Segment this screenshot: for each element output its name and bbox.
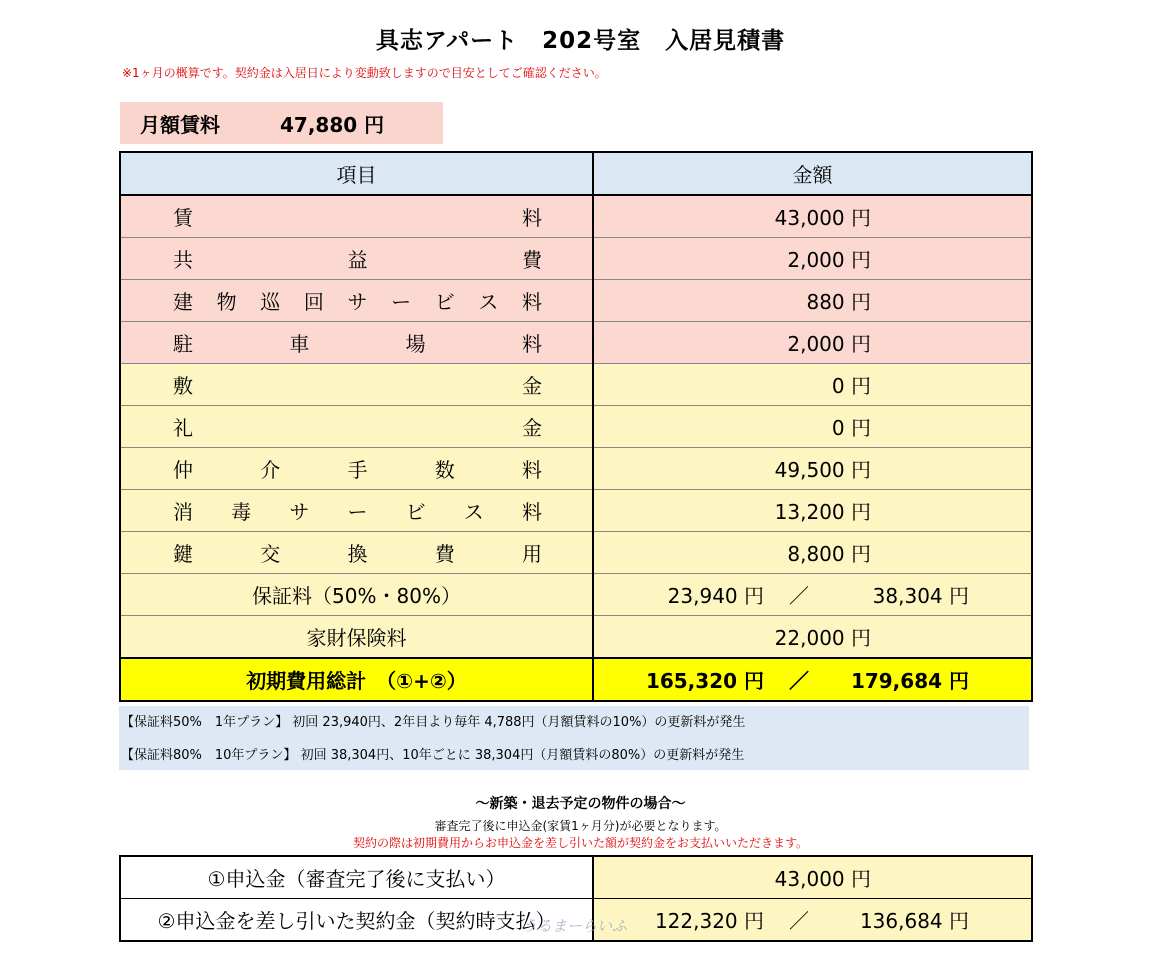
item-label [120,322,593,364]
item-label-char: 益 [347,248,368,272]
item-label-char: 料 [521,500,542,524]
table-row [120,322,1032,364]
table-row [120,238,1032,280]
item-amount: 2,000 円 [593,322,1032,364]
item-amount: 2,000 円 [593,238,1032,280]
item-label-char: 物 [216,290,237,314]
estimate-table [119,151,1033,702]
total-80-amount: 179,684 円 [850,669,969,693]
item-label-char: 賃 [173,206,193,230]
item-label-char: ス [478,290,499,314]
item-amount: 0 円 [593,406,1032,448]
item-label [120,238,593,280]
item-label-char: 介 [260,458,281,482]
item-amount: 43,000 円 [593,195,1032,238]
item-label-char: 手 [347,458,368,482]
new-build-section-title: ～新築・退去予定の物件の場合～ [475,796,686,812]
item-label-char: 巡 [260,290,281,314]
item-amount: 49,500 円 [593,448,1032,490]
item-label [120,448,593,490]
item-label-char: ス [463,500,484,524]
item-label-char: 費 [434,542,455,566]
monthly-rent-label: 月額賃料 [140,112,220,137]
item-label-char: 鍵 [173,542,193,566]
item-label-char: 建 [173,290,193,314]
item-label [120,195,593,238]
table-row [120,490,1032,532]
item-label [120,406,593,448]
application-fee-row [120,856,1032,899]
guarantee-50-amount: 23,940 円 [667,584,764,608]
column-header-amount: 金額 [593,152,1032,195]
contract-fee-label: ②申込金を差し引いた契約金（契約時支払） [120,899,593,942]
item-label-char: ー [347,500,368,524]
total-separator: ／ [789,669,809,693]
item-label [120,490,593,532]
item-label-char: 換 [347,542,368,566]
table-row [120,406,1032,448]
item-label-char: 料 [521,332,542,356]
table-row [120,195,1032,238]
contract-fee-80-amount: 136,684 円 [859,909,969,933]
item-label-char: 数 [434,458,455,482]
total-label: 初期費用総計 （①+②） [120,658,593,701]
item-label-char: 交 [260,542,281,566]
item-label-char: 共 [173,248,193,272]
item-label-char: 料 [522,290,542,314]
item-label-char: 用 [522,542,542,566]
table-header-row [120,152,1032,195]
plan-80-note: 【保証料80% 10年プラン】 初回 38,304円、10年ごとに 38,304円（月額賃料の80%）の更新料が発生 [121,748,745,763]
guarantee-separator: ／ [789,584,809,608]
guarantee-label: 保証料（50%・80%） [120,574,593,616]
item-label-char: 回 [303,290,324,314]
item-label-char: ビ [405,500,426,524]
item-label-char: 料 [522,206,542,230]
total-row [120,658,1032,701]
guarantee-row [120,574,1032,616]
watermark-logo: うるまーらいふ [522,917,628,935]
contract-fee-amounts [593,899,1032,942]
monthly-rent-value: 47,880 円 [280,112,385,137]
insurance-label: 家財保険料 [120,616,593,659]
item-label [120,364,593,406]
item-label-char: ビ [434,290,455,314]
contract-fee-separator: ／ [789,909,809,933]
insurance-amount: 22,000 円 [593,616,1032,659]
total-amounts [593,658,1032,701]
contract-fee-50-amount: 122,320 円 [654,909,764,933]
total-50-amount: 165,320 円 [645,669,764,693]
item-amount: 13,200 円 [593,490,1032,532]
item-label-char: 仲 [173,458,193,482]
table-row [120,280,1032,322]
column-header-item: 項目 [120,152,593,195]
item-label-char: 場 [405,332,426,356]
table-row [120,448,1032,490]
insurance-row [120,616,1032,659]
item-label-char: 毒 [231,500,252,524]
item-label [120,532,593,574]
table-row [120,364,1032,406]
item-label-char: ー [391,290,412,314]
item-label-char: 料 [522,458,542,482]
application-fee-note: 審査完了後に申込金(家賃1ヶ月分)が必要となります。 [434,819,727,833]
item-label-char: サ [347,290,368,314]
estimate-note: ※1ヶ月の概算です。契約金は入居日により変動致しますので目安としてご確認ください。 [122,66,607,80]
item-amount: 0 円 [593,364,1032,406]
application-fee-label: ①申込金（審査完了後に支払い） [120,856,593,899]
item-label-char: 金 [522,374,542,398]
item-amount: 880 円 [593,280,1032,322]
item-label-char: 敷 [173,374,193,398]
item-label-char: 費 [522,248,542,272]
guarantee-plans-note [119,706,1029,770]
table-row [120,532,1032,574]
document-title: 具志アパート 202号室 入居見積書 [375,28,786,54]
item-label-char: サ [289,500,310,524]
contract-fee-note: 契約の際は初期費用からお申込金を差し引いた額が契約金をお支払いいただきます。 [352,836,809,850]
item-label-char: 駐 [173,332,193,356]
item-label-char: 車 [289,332,310,356]
item-amount: 8,800 円 [593,532,1032,574]
item-label [120,280,593,322]
item-label-char: 礼 [173,416,193,440]
plan-50-note: 【保証料50% 1年プラン】 初回 23,940円、2年目より毎年 4,788円（月額賃料の10%）の更新料が発生 [121,715,746,730]
item-label-char: 金 [522,416,542,440]
item-label-char: 消 [173,500,193,524]
guarantee-80-amount: 38,304 円 [872,584,969,608]
monthly-rent-box [120,102,443,144]
application-fee-amount: 43,000 円 [593,856,1032,899]
guarantee-amounts [593,574,1032,616]
